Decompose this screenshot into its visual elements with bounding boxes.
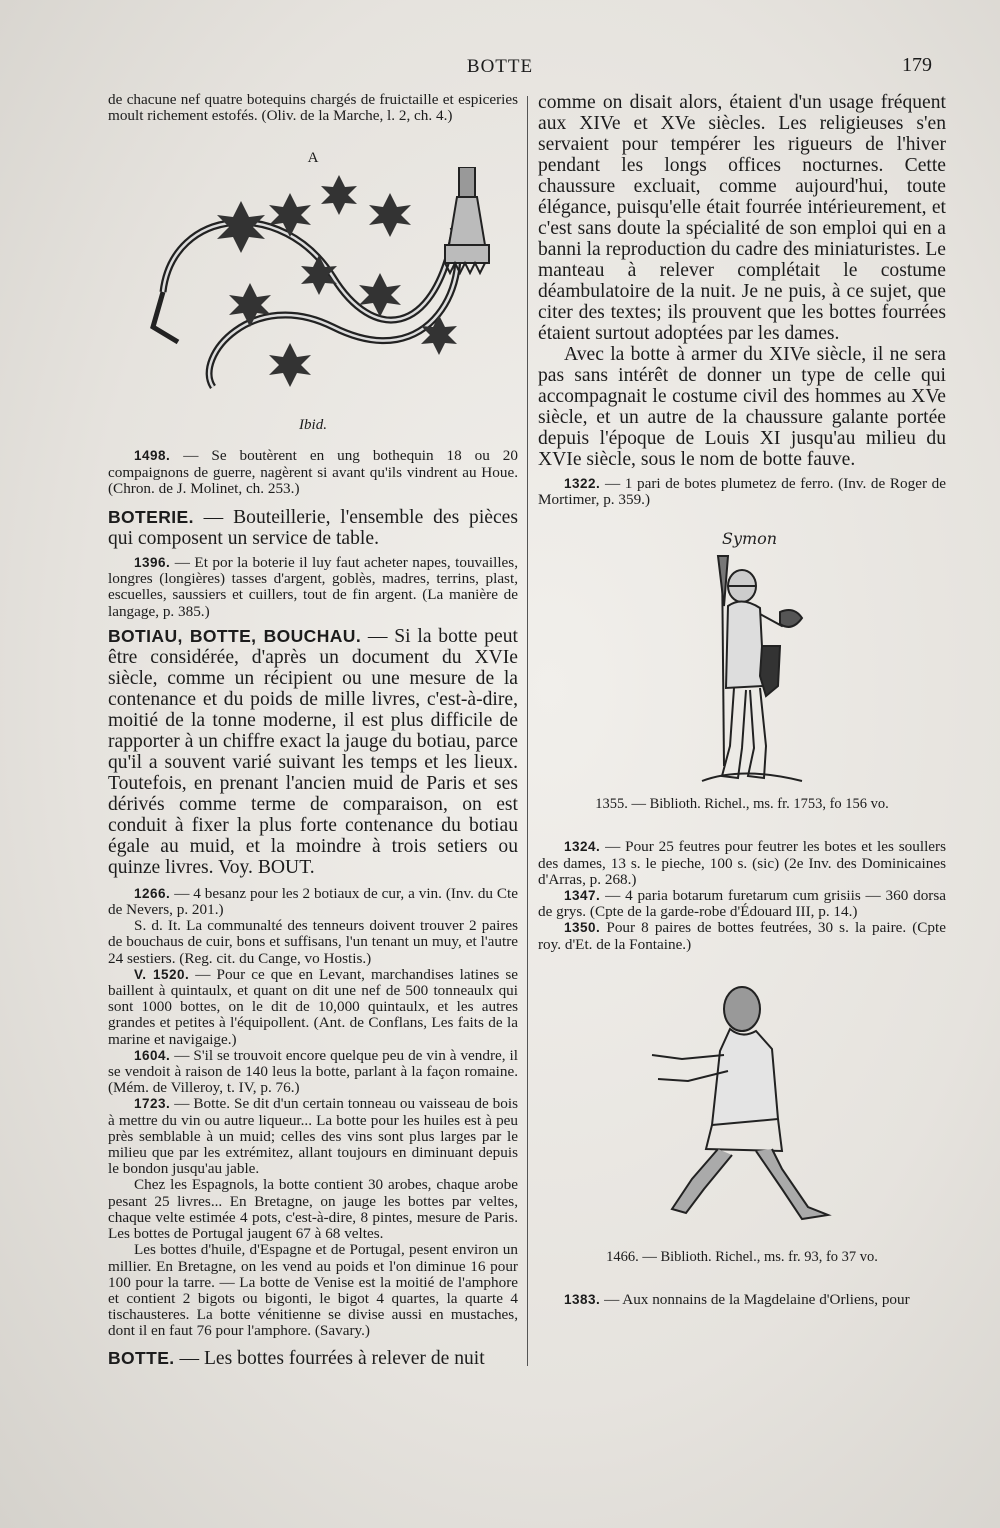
- entry-1347: [538, 888, 946, 920]
- entry-1347-text: — 4 paria botarum furetarum cum grisiis — 360 dorsa de grys. (Cpte de la garde-robe d'Édouard III, p. 14.): [538, 887, 946, 921]
- entry-1322-text: — 1 pari de botes plumetez de ferro. (Inv. de Roger de Mortimer, p. 359.): [538, 475, 946, 509]
- entry-1520-number: V. 1520.: [134, 966, 190, 982]
- entry-1350: [538, 920, 946, 952]
- headword-botte: BOTTE.: [108, 1347, 175, 1368]
- article-botte: [108, 1348, 518, 1369]
- article-botiau: [108, 626, 518, 878]
- entry-1396-number: 1396.: [134, 555, 171, 571]
- entry-1266: [108, 886, 518, 918]
- entry-1324-text: — Pour 25 feutres pour feutrer les botes et les soullers des dames, 13 s. le pieche, 100 s. (sic) (2e Inv. des Dominicaines d'Arras, p. 268.): [538, 838, 946, 888]
- entry-1322: [538, 476, 946, 508]
- page-number: 179: [902, 54, 932, 76]
- paragraph-espagnols: Chez les Espagnols, la botte contient 30 arobes, chaque arobe pesant 25 livres... En Bretagne, on jauge les bottes par veltes, chaque velte estimée 4 pots, c'est-à-dire, 8 pintes, mesure de Paris. Les bottes de Portugal jaugent 67 à 68 veltes.: [108, 1176, 518, 1243]
- entry-1347-number: 1347.: [564, 888, 601, 904]
- entry-1520-text: — Pour ce que en Levant, marchandises latines se baillent à quintaulx, et quant on dit une nef de 500 tonneaulx qui sont 1000 bottes, on le dit de 10,000 quintaulx, et les autres grandes et petites à l'équipollent. (Ant. de Conflans, Les faits de la marine et navigaige.): [108, 965, 518, 1048]
- entry-1383-number: 1383.: [564, 1291, 601, 1307]
- headword-botiau: BOTIAU, BOTTE, BOUCHAU.: [108, 625, 362, 646]
- paragraph-huile: Les bottes d'huile, d'Espagne et de Portugal, pesent environ un millier. En Bretagne, on les vend au poids et l'on diminue 16 pour 100 pour la tarre. — La botte de Venise est la moitié de l'amphore et contient 2 bigots ou bigonti, le bigot 4 quartes, la quarte 4 tischausteres. La botte vénitienne se divise aussi en mustaches, dont il en faut 76 pour l'amphore. (Savary.): [108, 1241, 518, 1340]
- entry-1604: [108, 1048, 518, 1097]
- entry-1520: [108, 967, 518, 1048]
- botte-definition-start: — Les bottes fourrées à relever de nuit: [174, 1347, 485, 1369]
- entry-1723-number: 1723.: [134, 1096, 171, 1112]
- entry-1383-text: — Aux nonnains de la Magdelaine d'Orliens, pour: [600, 1290, 910, 1308]
- entry-1604-number: 1604.: [134, 1047, 171, 1063]
- running-head: BOTTE: [466, 56, 534, 77]
- entry-1322-number: 1322.: [564, 476, 601, 491]
- figure-symon-knight-illustration: [642, 526, 842, 796]
- entry-1266-number: 1266.: [134, 885, 171, 901]
- figure-a-label: A: [307, 150, 319, 167]
- headword-boterie: BOTERIE.: [108, 507, 194, 528]
- entry-1266-text: — 4 besanz pour les 2 botiaux de cur, a vin. (Inv. du Cte de Nevers, p. 201.): [108, 884, 518, 919]
- figure-running-man-illustration: [632, 979, 852, 1239]
- figure-symon-caption: 1355. — Biblioth. Richel., ms. fr. 1753, fo 156 vo.: [595, 796, 889, 813]
- article-boterie: [108, 507, 518, 549]
- left-column: [108, 92, 518, 1369]
- entry-1498-text: — Se boutèrent en ung bothequin 18 ou 20 compaignons de guerre, nagèrent si avant qu'ils vindrent au Houe. (Chron. de J. Molinet, ch. 253.): [108, 447, 518, 497]
- entry-1723-text: — Botte. Se dit d'un certain tonneau ou vaisseau de bois à mettre du vin ou autre liqueur... La botte pour les huiles est à peu près semblable à un muid; celles des vins sont plus larges par le milieu que par les extrémitez, allant toujours en diminuant depuis le bondon jusqu'au jable.: [108, 1095, 518, 1178]
- botiau-definition: — Si la botte peut être considérée, d'après un document du XVIe siècle, comme un récipient ou une mesure de la contenance et du poids de mille livres, c'est-à-dire, moitié de la tonne moderne, il est plus difficile de rapporter à un chiffre exact la jauge du botiau, parce qu'il a souvent varié suivant les temps et les lieux. Toutefois, en prenant l'ancien muid de Paris et ses dérivés comme terme de comparaison, on est conduit à fixer la plus forte contenance du botiau égale au muid, et la moindre à trois setiers ou quinze livres. Voy. BOUT.: [108, 625, 518, 878]
- figure-a-candle-bracket-illustration: [133, 167, 493, 417]
- right-column: [538, 92, 946, 1308]
- entry-1723: [108, 1096, 518, 1177]
- entry-1498-number: 1498.: [134, 448, 171, 464]
- entry-1396: [108, 555, 518, 620]
- figure-symon-inscription: Symon: [722, 529, 778, 549]
- entry-1396-text: — Et por la boterie il luy faut acheter napes, touvailles, longres (longières) tasses d'argent, goblès, madres, terrins, plast, escuelles, saussiers et cuillers, tout de fin argent. (La manière de langage, p. 385.): [108, 554, 518, 620]
- entry-1604-text: — S'il se trouvoit encore quelque peu de vin à vendre, il se vendoit à raison de 140 leus la botte, parlant à la façon romaine. (Mém. de Villeroy, t. IV, p. 76.): [108, 1046, 518, 1097]
- entry-1383: [538, 1292, 946, 1308]
- entry-1498: [108, 448, 518, 497]
- entry-1350-text: Pour 8 paires de bottes feutrées, 30 s. la paire. (Cpte roy. d'Et. de la Fontaine.): [538, 919, 946, 953]
- entry-1324-number: 1324.: [564, 839, 601, 855]
- header: [0, 52, 1000, 82]
- figure-running-man-caption: 1466. — Biblioth. Richel., ms. fr. 93, fo 37 vo.: [606, 1248, 878, 1265]
- entry-1324: [538, 839, 946, 888]
- intro-paragraph: de chacune nef quatre botequins chargés de fruictaille et espiceries moult richement estofés. (Oliv. de la Marche, l. 2, ch. 4.): [108, 91, 518, 125]
- column-divider: [527, 96, 528, 1366]
- entry-sd: S. d. It. La communalté des tenneurs doivent trouver 2 paires de bouchaus de cuir, bons et suffisans, l'un tenant un muy, et l'autre 24 sestiers. (Reg. cit. du Cange, vo Hostis.): [108, 917, 518, 967]
- botte-continuation-paragraph: comme on disait alors, étaient d'un usage fréquent aux XIVe et XVe siècles. Les religieuses s'en servaient pour tempérer les rigueurs de l'hiver pendant les longs offices nocturnes. Cette chaussure excluait, comme aujourd'hui, toute élégance, puisqu'elle était fourrée intérieurement, et c'est sans doute la spécialité de son emploi qui en a banni la reproduction du cadre des miniaturistes. Le manteau à relever complétait le costume déambulatoire de la nuit. Je ne puis, à ce sujet, que citer des textes; ils prouvent que les bottes fourrées étaient surtout adoptées par les dames.: [538, 92, 946, 344]
- boterie-definition: — Bouteillerie, l'ensemble des pièces qui composent un service de table.: [108, 507, 518, 550]
- figure-a-caption: Ibid.: [299, 417, 327, 434]
- entry-1350-number: 1350.: [564, 920, 601, 936]
- botte-paragraph-2: Avec la botte à armer du XIVe siècle, il ne sera pas sans intérêt de donner un type de celle qui accompagnait le costume civil des hommes au XVe siècle, et un autre de la chaussure galante portée depuis l'époque de Louis XI jusqu'au milieu du XVIe siècle, sous le nom de botte fauve.: [538, 344, 946, 470]
